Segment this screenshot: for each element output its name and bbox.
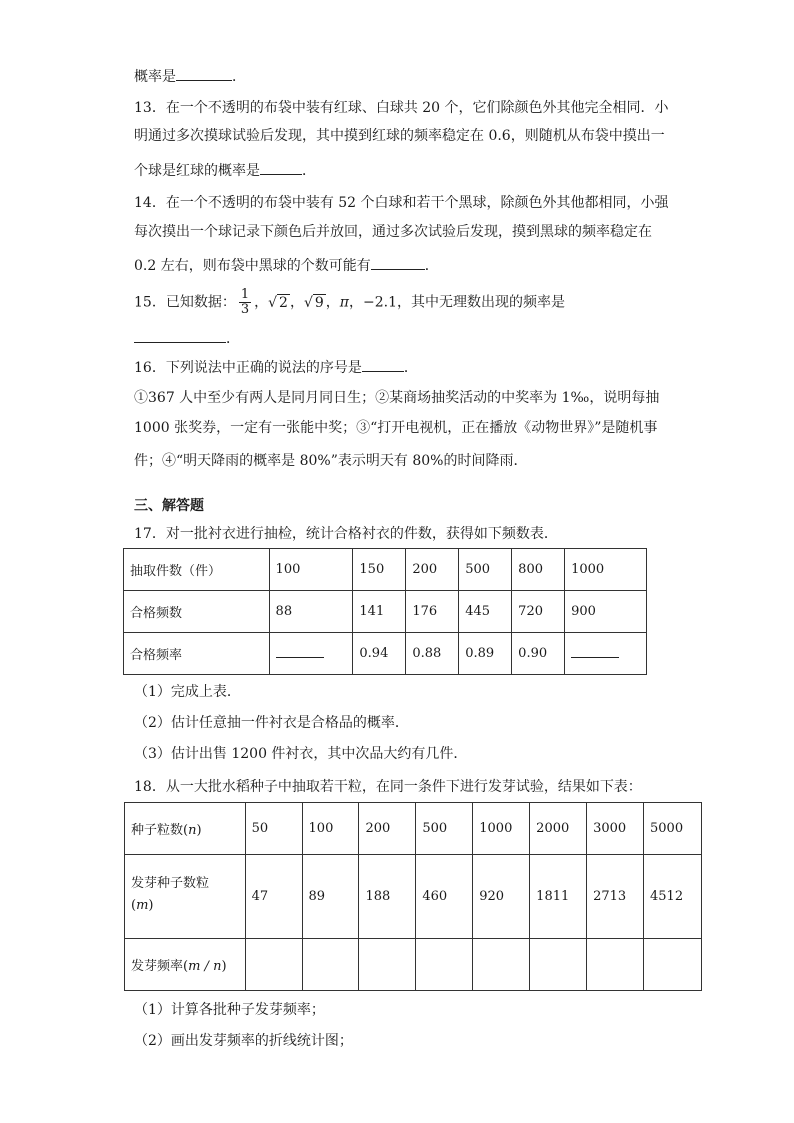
q17-part-2: （2）估计任意抽一件衬衣是合格品的概率． [134,715,409,731]
table-cell-empty [245,939,302,991]
table-cell: 100 [269,549,353,591]
sqrt-2: √ 2 [268,294,288,311]
table-row [125,803,702,855]
row-label: 发芽频率(m / n) [125,939,246,991]
answer-blank [134,328,226,343]
table-cell: 4512 [644,855,702,939]
table-cell: 5000 [644,803,702,855]
sqrt-9: √ 9 [303,294,324,311]
table-cell-empty [302,939,359,991]
table-cell: 188 [359,855,416,939]
table-cell: 1811 [530,855,587,939]
q14-line-3: 0.2 左右，则布袋中黑球的个数可能有 ． [134,255,439,276]
q12-tail: 概率是 ． [134,66,246,87]
table-cell: 460 [416,855,473,939]
row-label: 抽取件数（件） [124,549,270,591]
table-cell: 150 [353,549,406,591]
table-cell: 50 [245,803,302,855]
table-cell: 100 [302,803,359,855]
table-cell-empty [587,939,644,991]
row-label: 种子粒数(n) [125,803,246,855]
table-cell: 89 [302,855,359,939]
q18-part-2: （2）画出发芽频率的折线统计图； [134,1033,353,1049]
table-cell-empty [644,939,702,991]
answer-blank [260,160,302,175]
q13-line-2: 明通过多次摸球试验后发现，其中摸到红球的频率稳定在 0.6，则随机从布袋中摸出一 [134,128,665,144]
table-cell: 176 [406,591,459,633]
row-label: 合格频数 [124,591,270,633]
q13-line-3: 个球是红球的概率是 ． [134,160,316,181]
table-cell-empty [530,939,587,991]
table-cell: 1000 [473,803,530,855]
table-row [124,633,647,675]
q17-stem: 17．对一批衬衣进行抽检，统计合格衬衣的件数，获得如下频数表． [134,526,558,542]
table-row [124,591,647,633]
answer-blank [176,66,232,81]
row-label: 发芽种子数粒 (m) [125,855,246,939]
q16-line-1: 16．下列说法中正确的说法的序号是 ． [134,357,418,378]
table-cell: 0.89 [459,633,512,675]
answer-blank [371,255,425,270]
table-q18 [124,802,702,991]
table-cell: 3000 [587,803,644,855]
table-cell: 500 [416,803,473,855]
q16-line-4: 件；④“明天降雨的概率是 80%”表示明天有 80%的时间降雨． [134,453,528,469]
q18-stem: 18．从一大批水稻种子中抽取若干粒，在同一条件下进行发芽试验，结果如下表： [134,779,642,795]
table-row [124,549,647,591]
table-row [125,855,702,939]
table-cell-empty [359,939,416,991]
q16-line-3: 1000 张奖券，一定有一张能中奖；③“打开电视机，正在播放《动物世界》”是随机事 [134,420,658,436]
row-label: 合格频率 [124,633,270,675]
q15-line-1: 15．已知数据： $\frac{1}{3}$ ，√ 2 ，√ 9 ，π，−2.1，其中无理数出现的频率是 [134,287,565,317]
table-cell: 0.90 [512,633,565,675]
table-cell: 720 [512,591,565,633]
table-cell: 141 [353,591,406,633]
table-cell: 445 [459,591,512,633]
table-cell: 500 [459,549,512,591]
q17-part-3: （3）估计出售 1200 件衬衣，其中次品大约有几件． [134,746,468,762]
table-cell: 900 [565,591,647,633]
q16-line-2: ①367 人中至少有两人是同月同日生；②某商场抽奖活动的中奖率为 1‰，说明每抽 [134,390,660,406]
table-cell: 2000 [530,803,587,855]
q15-line-2: ． [134,328,240,349]
answer-blank [362,357,404,372]
table-cell: 0.88 [406,633,459,675]
table-cell: 88 [269,591,353,633]
table-cell: 920 [473,855,530,939]
section-heading: 三、解答题 [134,498,204,514]
table-cell: 2713 [587,855,644,939]
q14-line-1: 14．在一个不透明的布袋中装有 52 个白球和若干个黑球，除颜色外其他都相同，小强 [134,195,669,211]
table-cell: 0.94 [353,633,406,675]
q17-part-1: （1）完成上表． [134,684,241,700]
table-cell-empty [416,939,473,991]
q13-line-1: 13．在一个不透明的布袋中装有红球、白球共 20 个，它们除颜色外其他完全相同．小 [134,100,669,116]
table-cell-blank [565,633,647,675]
q14-line-2: 每次摸出一个球记录下颜色后并放回，通过多次试验后发现，摸到黑球的频率稳定在 [134,224,652,240]
table-cell: 47 [245,855,302,939]
table-cell: 800 [512,549,565,591]
table-cell-empty [473,939,530,991]
table-q17 [123,548,647,675]
q18-part-1: （1）计算各批种子发芽频率； [134,1002,325,1018]
table-row [125,939,702,991]
table-cell: 1000 [565,549,647,591]
table-cell-blank [269,633,353,675]
table-cell: 200 [406,549,459,591]
table-cell: 200 [359,803,416,855]
fraction-one-third: $\frac{1}{3}$ [240,287,250,317]
